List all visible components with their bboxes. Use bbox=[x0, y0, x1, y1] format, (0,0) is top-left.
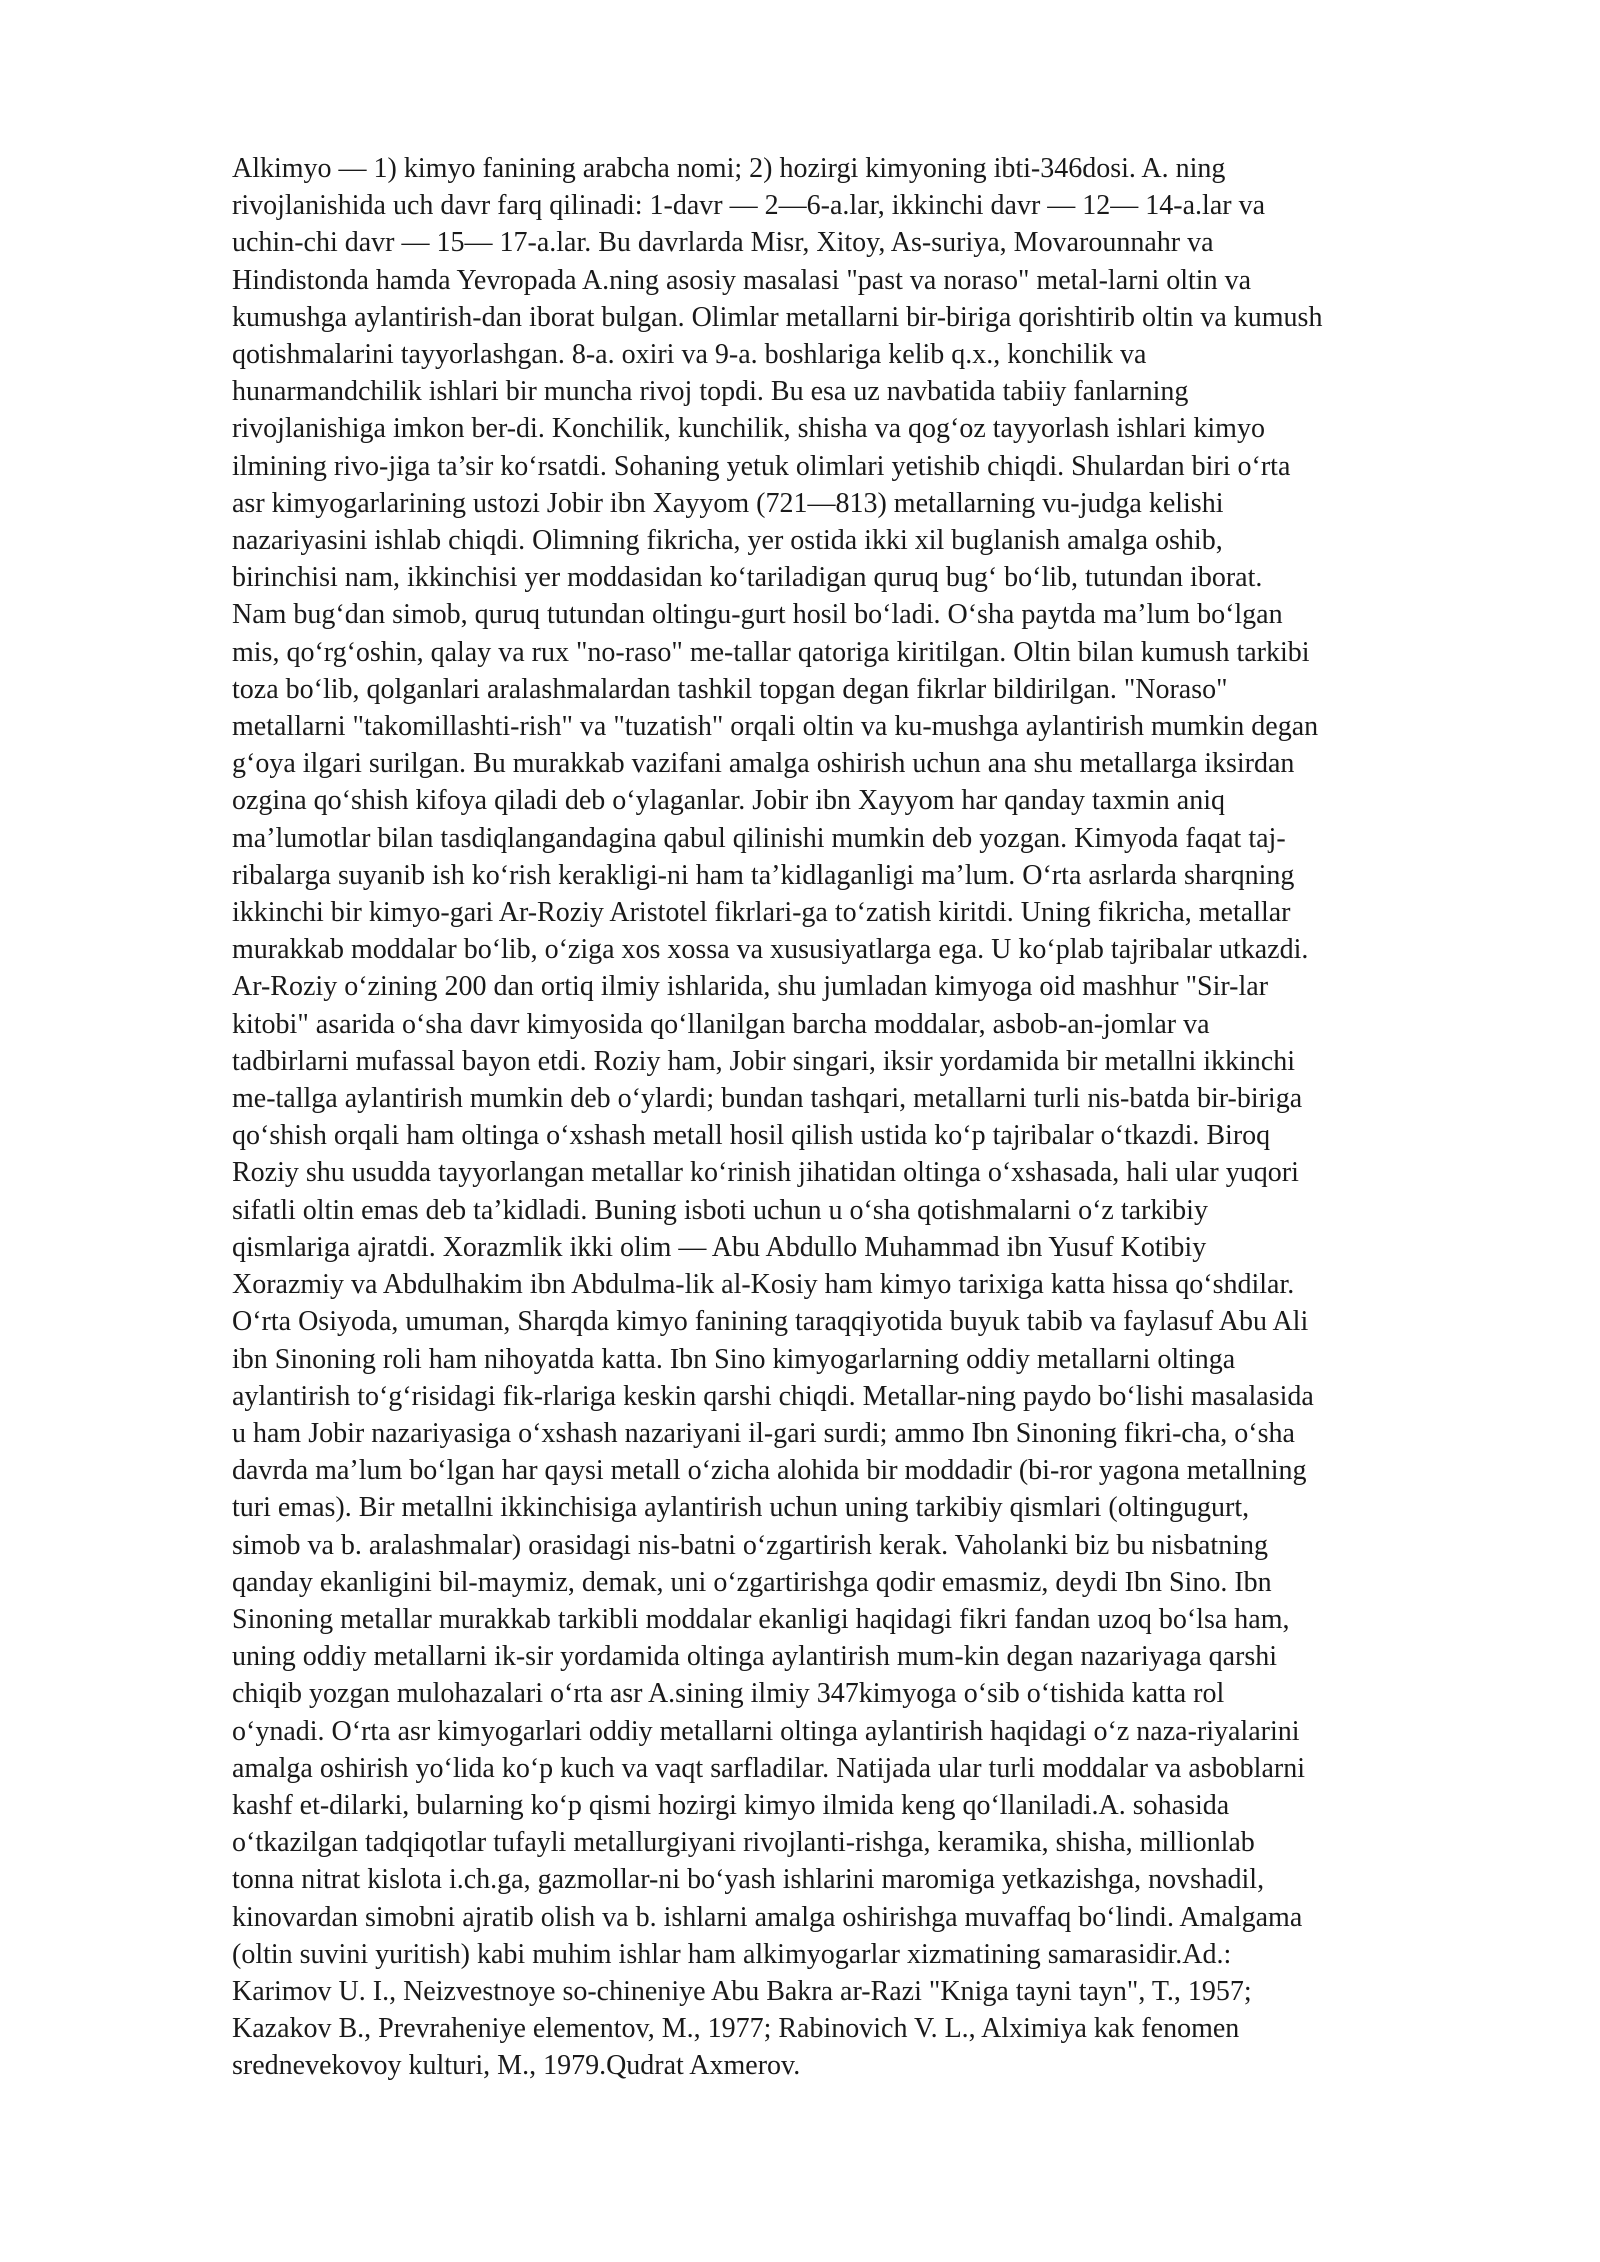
text-line: qanday ekanligini bil-maymiz, demak, uni o‘zgartirishga qodir emasmiz, deydi Ibn Sino. Ibn bbox=[232, 1566, 1272, 1598]
text-line: Sinoning metallar murakkab tarkibli moddalar ekanligi haqidagi fikri fandan uzoq bo‘lsa ham, bbox=[232, 1603, 1290, 1635]
text-line: kashf et-dilarki, bularning ko‘p qismi hozirgi kimyo ilmida keng qo‘llaniladi.A. sohasida bbox=[232, 1789, 1230, 1821]
text-line: simob va b. aralashmalar) orasidagi nis-batni o‘zgartirish kerak. Vaholanki biz bu nisbatning bbox=[232, 1529, 1268, 1561]
text-line: (oltin suvini yuritish) kabi muhim ishlar ham alkimyogarlar xizmatining samarasidir.Ad.: bbox=[232, 1938, 1232, 1970]
text-line: Ar-Roziy o‘zining 200 dan ortiq ilmiy ishlarida, shu jumladan kimyoga oid mashhur "Sir-lar bbox=[232, 971, 1269, 1003]
text-line: qotishmalarini tayyorlashgan. 8-a. oxiri va 9-a. boshlariga kelib q.x., konchilik va bbox=[232, 339, 1147, 371]
text-line: g‘oya ilgari surilgan. Bu murakkab vazifani amalga oshirish uchun ana shu metallarga iksirdan bbox=[232, 748, 1295, 780]
text-line: asr kimyogarlarining ustozi Jobir ibn Xayyom (721—813) metallarning vu-judga kelishi bbox=[232, 487, 1224, 519]
text-line: sifatli oltin emas deb ta’kidladi. Buning isboti uchun u o‘sha qotishmalarni o‘z tarkibiy bbox=[232, 1194, 1208, 1226]
text-line: srednevekovoy kulturi, M., 1979.Qudrat Axmerov. bbox=[232, 2050, 801, 2082]
text-line: murakkab moddalar bo‘lib, o‘ziga xos xossa va xususiyatlarga ega. U ko‘plab tajribalar utkazdi. bbox=[232, 934, 1309, 966]
text-line: qo‘shish orqali ham oltinga o‘xshash metall hosil qilish ustida ko‘p tajribalar o‘tkazdi. Biroq bbox=[232, 1120, 1271, 1152]
text-line: turi emas). Bir metallni ikkinchisiga aylantirish uchun uning tarkibiy qismlari (oltingugurt, bbox=[232, 1492, 1250, 1524]
text-line: birinchisi nam, ikkinchisi yer moddasidan ko‘tariladigan quruq bug‘ bo‘lib, tutundan iborat. bbox=[232, 562, 1263, 594]
text-line: hunarmandchilik ishlari bir muncha rivoj topdi. Bu esa uz navbatida tabiiy fanlarning bbox=[232, 376, 1189, 408]
text-line: o‘tkazilgan tadqiqotlar tufayli metallurgiyani rivojlanti-rishga, keramika, shisha, millionlab bbox=[232, 1827, 1255, 1859]
text-line: ilmining rivo-jiga ta’sir ko‘rsatdi. Sohaning yetuk olimlari yetishib chiqdi. Shulardan biri o‘rta bbox=[232, 450, 1291, 482]
text-line: Kazakov B., Prevraheniye elementov, M., 1977; Rabinovich V. L., Alximiya kak fenomen bbox=[232, 2013, 1240, 2045]
text-line: ma’lumotlar bilan tasdiqlangandagina qabul qilinishi mumkin deb yozgan. Kimyoda faqat taj- bbox=[232, 822, 1286, 854]
text-line: ibn Sinoning roli ham nihoyatda katta. Ibn Sino kimyogarlarning oddiy metallarni oltinga bbox=[232, 1343, 1236, 1375]
text-line: aylantirish to‘g‘risidagi fik-rlariga keskin qarshi chiqdi. Metallar-ning paydo bo‘lishi masalasida bbox=[232, 1380, 1314, 1412]
text-line: Karimov U. I., Neizvestnoye so-chineniye Abu Bakra ar-Razi "Kniga tayni tayn", T., 1957; bbox=[232, 1975, 1252, 2007]
text-line: ozgina qo‘shish kifoya qiladi deb o‘ylaganlar. Jobir ibn Xayyom har qanday taxmin aniq bbox=[232, 785, 1225, 817]
text-line: kinovardan simobni ajratib olish va b. ishlarni amalga oshirishga muvaffaq bo‘lindi. Amalgama bbox=[232, 1901, 1303, 1933]
text-line: kumushga aylantirish-dan iborat bulgan. Olimlar metallarni bir-biriga qorishtirib oltin va kumush bbox=[232, 301, 1323, 333]
text-line: ikkinchi bir kimyo-gari Ar-Roziy Aristotel fikrlari-ga to‘zatish kiritdi. Uning fikricha, metallar bbox=[232, 897, 1291, 929]
text-line: nazariyasini ishlab chiqdi. Olimning fikricha, yer ostida ikki xil buglanish amalga oshib, bbox=[232, 525, 1223, 557]
text-line: metallarni "takomillashti-rish" va "tuzatish" orqali oltin va ku-mushga aylantirish mumkin degan bbox=[232, 711, 1319, 743]
text-line: Alkimyo — 1) kimyo fanining arabcha nomi; 2) hozirgi kimyoning ibti-346dosi. A. ning bbox=[232, 153, 1226, 184]
text-line: mis, qo‘rg‘oshin, qalay va rux "no-raso" me-tallar qatoriga kiritilgan. Oltin bilan kumush tarkibi bbox=[232, 636, 1310, 668]
text-line: chiqib yozgan mulohazalari o‘rta asr A.sining ilmiy 347kimyoga o‘sib o‘tishida katta rol bbox=[232, 1678, 1225, 1710]
text-line: O‘rta Osiyoda, umuman, Sharqda kimyo fanining taraqqiyotida buyuk tabib va faylasuf Abu Ali bbox=[232, 1306, 1309, 1338]
text-line: tadbirlarni mufassal bayon etdi. Roziy ham, Jobir singari, iksir yordamida bir metallni ikkinchi bbox=[232, 1045, 1296, 1077]
text-line: Nam bug‘dan simob, quruq tutundan oltingu-gurt hosil bo‘ladi. O‘sha paytda ma’lum bo‘lgan bbox=[232, 599, 1283, 631]
text-line: u ham Jobir nazariyasiga o‘xshash nazariyani il-gari surdi; ammo Ibn Sinoning fikri-cha, o‘sha bbox=[232, 1417, 1295, 1449]
text-line: uchin-chi davr — 15— 17-a.lar. Bu davrlarda Misr, Xitoy, As-suriya, Movarounnahr va bbox=[232, 227, 1214, 259]
text-line: qismlariga ajratdi. Xorazmlik ikki olim — Abu Abdullo Muhammad ibn Yusuf Kotibiy bbox=[232, 1231, 1207, 1263]
text-line: ribalarga suyanib ish ko‘rish kerakligi-ni ham ta’kidlaganligi ma’lum. O‘rta asrlarda sharqning bbox=[232, 859, 1295, 891]
text-line: amalga oshirish yo‘lida ko‘p kuch va vaqt sarfladilar. Natijada ular turli moddalar va asboblarni bbox=[232, 1752, 1305, 1784]
text-line: davrda ma’lum bo‘lgan har qaysi metall o‘zicha alohida bir moddadir (bi-ror yagona metallning bbox=[232, 1455, 1307, 1487]
article-body bbox=[232, 150, 1492, 2085]
text-line: Xorazmiy va Abdulhakim ibn Abdulma-lik al-Kosiy ham kimyo tarixiga katta hissa qo‘shdilar. bbox=[232, 1269, 1295, 1301]
text-line: toza bo‘lib, qolganlari aralashmalardan tashkil topgan degan fikrlar bildirilgan. "Noraso" bbox=[232, 673, 1228, 705]
text-line: tonna nitrat kislota i.ch.ga, gazmollar-ni bo‘yash ishlarini maromiga yetkazishga, novshadil, bbox=[232, 1864, 1265, 1896]
text-line: me-tallga aylantirish mumkin deb o‘ylardi; bundan tashqari, metallarni turli nis-batda bir-biriga bbox=[232, 1083, 1303, 1115]
text-line: Roziy shu usudda tayyorlangan metallar ko‘rinish jihatidan oltinga o‘xshasada, hali ular yuqori bbox=[232, 1157, 1299, 1189]
text-line: o‘ynadi. O‘rta asr kimyogarlari oddiy metallarni oltinga aylantirish haqidagi o‘z naza-riyalarini bbox=[232, 1715, 1300, 1747]
text-line: rivojlanishiga imkon ber-di. Konchilik, kunchilik, shisha va qog‘oz tayyorlash ishlari kimyo bbox=[232, 413, 1265, 445]
text-line: rivojlanishida uch davr farq qilinadi: 1-davr — 2—6-a.lar, ikkinchi davr — 12— 14-a.lar va bbox=[232, 190, 1266, 222]
text-line: Hindistonda hamda Yevropada A.ning asosiy masalasi "past va noraso" metal-larni oltin va bbox=[232, 264, 1252, 296]
text-line: kitobi" asarida o‘sha davr kimyosida qo‘llanilgan barcha moddalar, asbob-an-jomlar va bbox=[232, 1008, 1210, 1040]
text-line: uning oddiy metallarni ik-sir yordamida oltinga aylantirish mum-kin degan nazariyaga qarshi bbox=[232, 1641, 1278, 1673]
